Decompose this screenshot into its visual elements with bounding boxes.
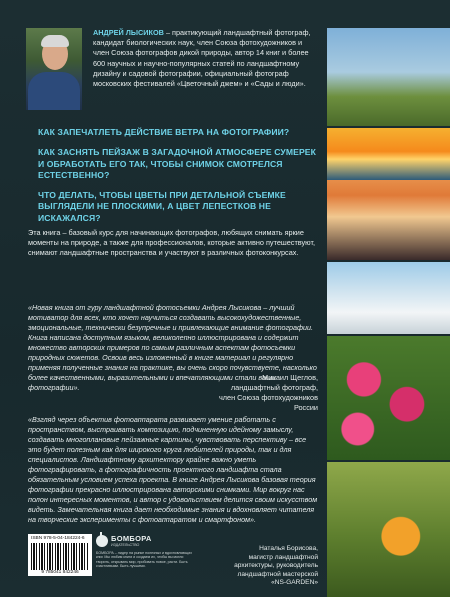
peony-flowers-photo	[327, 336, 450, 460]
question-twilight: КАК ЗАСНЯТЬ ПЕЙЗАЖ В ЗАГАДОЧНОЙ АТМОСФЕРЕ СУМЕРЕК И ОБРАБОТАТЬ ЕГО ТАК, ЧТОБЫ СНИМОК СМОТРЕЛСЯ ЕСТЕСТВЕННО?	[38, 147, 316, 180]
butterfly-photo	[327, 462, 450, 597]
isbn-barcode	[28, 534, 92, 576]
isbn-text: ISBN 978-5-04-184224-6	[31, 536, 85, 541]
author-bio-text: – практикующий ландшафтный фотограф, кандидат биологических наук, член Союза фотохудожников и член Союза фотографов дикой природы, автор 14 книг и более 600 научных и научно-популярных статей по ландшафтному дизайну и садовой фотографии, официальный фотограф московских фестивалей «Цветочный джем» и «Сады и люди».	[93, 28, 311, 89]
reviewer-role-2c: ландшафтной мастерской	[237, 570, 318, 578]
author-bio	[93, 28, 319, 89]
publisher-subtitle: ИЗДАТЕЛЬСТВО	[111, 543, 140, 547]
winter-landscape-photo	[327, 262, 450, 334]
reviewer-name-2: Наталья Борисова,	[259, 545, 318, 552]
review-signature-1	[200, 373, 318, 413]
sunset-sky-photo	[327, 128, 450, 180]
reviewer-role-1b: член Союза фотохудожников России	[218, 393, 318, 412]
reviewer-role-2d: «NS-GARDEN»	[271, 579, 318, 587]
publisher-logo	[96, 534, 196, 547]
publisher-block	[96, 534, 196, 569]
author-name: АНДРЕЙ ЛЫСИКОВ	[93, 28, 164, 37]
questions-list	[38, 127, 320, 233]
barcode-bars	[31, 543, 89, 570]
review-signature-2	[200, 545, 318, 588]
review-quote-2: «Взгляд через объектив фотоаппарата развивает умение работать с пространством, выстраивать композицию, подчиненную идейному замыслу, создавать многоплановые пейзажные картины, чувствовать перспективу – все это будет полезным как для широкого круга любителей природы, так и для специалистов. Ландшафтному архитектору крайне важно уметь фотографировать, а фотографичность проектного ландшафта стала обязательным условием успеха проекта. В книге Андрея Лысикова базовая теория фотографии прекрасно иллюстрирована авторскими снимками. Мир вокруг нас полон интересных моментов, и автор с удовольствием делится своим искусством видеть. Замечательная книга дает необходимые знания и вдохновляет читателя на творческие эксперименты с фотоаппаратом и смартфоном».	[28, 415, 318, 524]
portrait-jacket	[28, 72, 80, 110]
publisher-name: БОМБОРА	[111, 534, 152, 543]
author-portrait	[26, 28, 82, 110]
book-intro: Эта книга – базовый курс для начинающих фотографов, любящих снимать яркие моменты на природе, а также для профессионалов, которые активно путешествуют, снимают ландшафтные пространства и участвуют в различных фотоконкурсах.	[28, 228, 316, 258]
reviewer-role-2b: архитектуры, руководитель	[234, 562, 318, 570]
review-quote-1: «Новая книга от гуру ландшафтной фотосъемки Андрея Лысикова – лучший мотиватор для всех, кто хочет научиться создавать высокохудожественные, эмоциональные, технически безупречные и привлекающие внимание фотографии. Книга написана доступным языком, великолепно иллюстрирована и содержит множество авторских примеров по самым различным аспектам фотосъемки природных сюжетов. Освоив весь изложенный в книге материал и регулярно применяя полученные знания на практике, вы очень скоро почувствуете, насколько более качественными, выразительными и впечатляющими стали ваши фотографии».	[28, 303, 317, 392]
portrait-hair	[41, 35, 69, 47]
photo-column	[327, 0, 450, 597]
question-flowers: ЧТО ДЕЛАТЬ, ЧТОБЫ ЦВЕТЫ ПРИ ДЕТАЛЬНОЙ СЪЕМКЕ ВЫГЛЯДЕЛИ НЕ ПЛОСКИМИ, А ЦВЕТ ЛЕПЕСТКОВ НЕ ИСКАЖАЛСЯ?	[38, 190, 286, 223]
barcode-number: 9 785041 842246	[41, 570, 79, 575]
bomb-icon	[96, 535, 108, 547]
question-wind: КАК ЗАПЕЧАТЛЕТЬ ДЕЙСТВИЕ ВЕТРА НА ФОТОГРАФИИ?	[38, 127, 290, 137]
reviewer-role-2a: магистр ландшафтной	[248, 553, 318, 561]
squirrel-photo	[327, 28, 450, 126]
publisher-description: БОМБОРА – лидер на рынке полезных и вдохновляющих книг. Мы любим книги и создаем их, чтобы вы могли творить, открывать мир, пробовать новое, расти. Быть счастливыми. Быть лучшими.	[96, 551, 193, 569]
reviewer-role-1a: ландшафтный фотограф,	[230, 383, 318, 392]
reviewer-name-1: Михаил Щеглов,	[262, 373, 318, 382]
